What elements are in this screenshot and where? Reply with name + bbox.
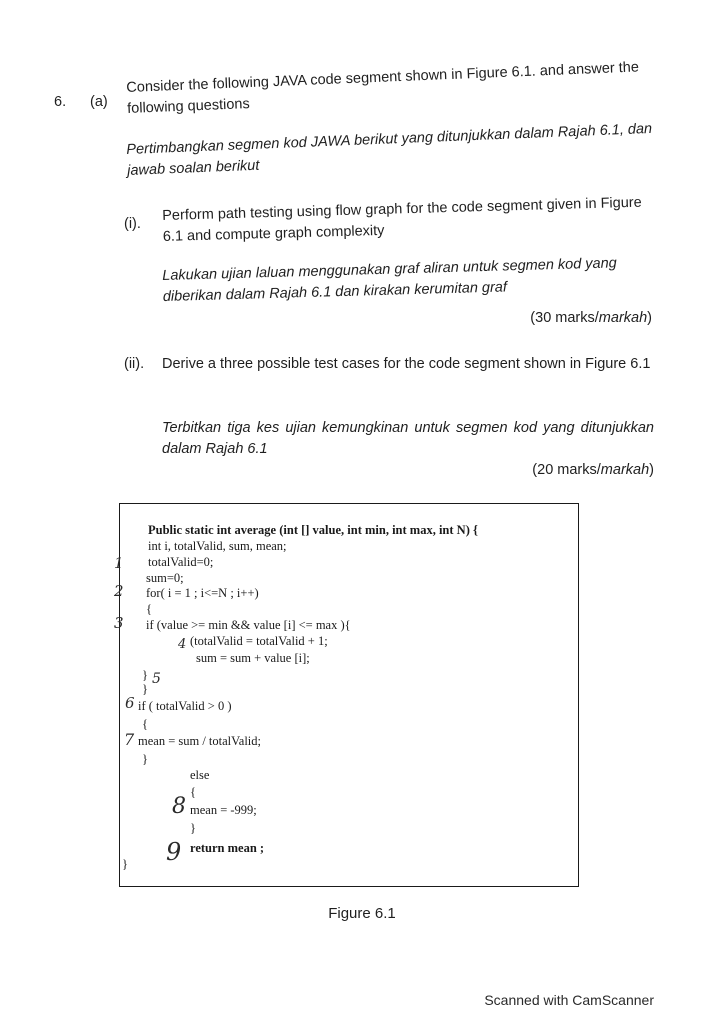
marks-label: (30 marks/ xyxy=(530,310,599,326)
handwritten-node-number: 6 xyxy=(125,694,135,712)
question-part: (a) xyxy=(90,94,108,110)
handwritten-node-number: 5 xyxy=(152,671,161,687)
scanner-watermark: Scanned with CamScanner xyxy=(484,992,654,1008)
code-line: sum = sum + value [i]; xyxy=(196,651,310,665)
handwritten-node-number: 2 xyxy=(114,582,124,600)
code-line: { xyxy=(146,602,152,616)
handwritten-node-number: 7 xyxy=(124,730,135,749)
code-line: } xyxy=(122,857,128,871)
code-line: if ( totalValid > 0 ) xyxy=(138,699,232,713)
code-line: } xyxy=(142,752,148,766)
handwritten-node-number: 9 xyxy=(166,838,182,866)
figure-caption: Figure 6.1 xyxy=(328,905,396,922)
subquestion-1-english: Perform path testing using flow graph for the code segment given in Figure 6.1 and compute graph complexity xyxy=(162,194,642,245)
question-number: 6. xyxy=(54,94,67,110)
marks-close: ) xyxy=(649,462,654,478)
code-line: } xyxy=(142,668,148,682)
code-line: if (value >= min && value [i] <= max ){ xyxy=(146,618,351,632)
code-line: totalValid=0; xyxy=(148,555,214,569)
code-line: return mean ; xyxy=(190,841,265,855)
code-line: mean = sum / totalValid; xyxy=(138,734,262,748)
marks-label: (20 marks/ xyxy=(532,462,601,478)
code-figure-box xyxy=(114,503,579,887)
handwritten-node-number: 1 xyxy=(114,554,124,572)
handwritten-node-number: 4 xyxy=(178,637,187,652)
subquestion-2-marks xyxy=(532,462,654,478)
code-line: else xyxy=(190,768,210,782)
code-line: { xyxy=(142,717,148,731)
code-line: } xyxy=(142,682,148,696)
handwritten-node-number: 3 xyxy=(114,614,124,632)
code-line: int i, totalValid, sum, mean; xyxy=(148,539,287,553)
code-line: for( i = 1 ; i<=N ; i++) xyxy=(146,586,259,600)
marks-close: ) xyxy=(647,310,652,326)
code-line: } xyxy=(190,821,196,835)
code-line: (totalValid = totalValid + 1; xyxy=(190,634,328,648)
code-line: mean = -999; xyxy=(190,803,257,817)
question-intro-malay: Pertimbangkan segmen kod JAWA berikut yang ditunjukkan dalam Rajah 6.1, dan jawab soalan berikut xyxy=(126,120,653,179)
code-line: sum=0; xyxy=(146,571,184,585)
question-intro-english: Consider the following JAVA code segment shown in Figure 6.1. and answer the following questions xyxy=(126,59,640,117)
marks-label-malay: markah xyxy=(600,462,650,478)
handwritten-node-number: 8 xyxy=(172,794,186,819)
marks-label-malay: markah xyxy=(598,310,648,326)
subquestion-2-malay: Terbitkan tiga kes ujian kemungkinan untuk segmen kod yang ditunjukkan dalam Rajah 6.1 xyxy=(162,420,654,457)
code-line: { xyxy=(190,785,196,799)
subquestion-1-number: (i). xyxy=(124,216,141,232)
subquestion-1-marks xyxy=(530,310,652,326)
subquestion-2-english: Derive a three possible test cases for the code segment shown in Figure 6.1 xyxy=(162,356,651,372)
subquestion-1-malay: Lakukan ujian laluan menggunakan graf aliran untuk segmen kod yang diberikan dalam Rajah 6.1 dan kirakan kerumitan graf xyxy=(162,255,617,305)
code-line: Public static int average (int [] value, int min, int max, int N) { xyxy=(148,523,478,537)
subquestion-2-number: (ii). xyxy=(124,356,145,372)
